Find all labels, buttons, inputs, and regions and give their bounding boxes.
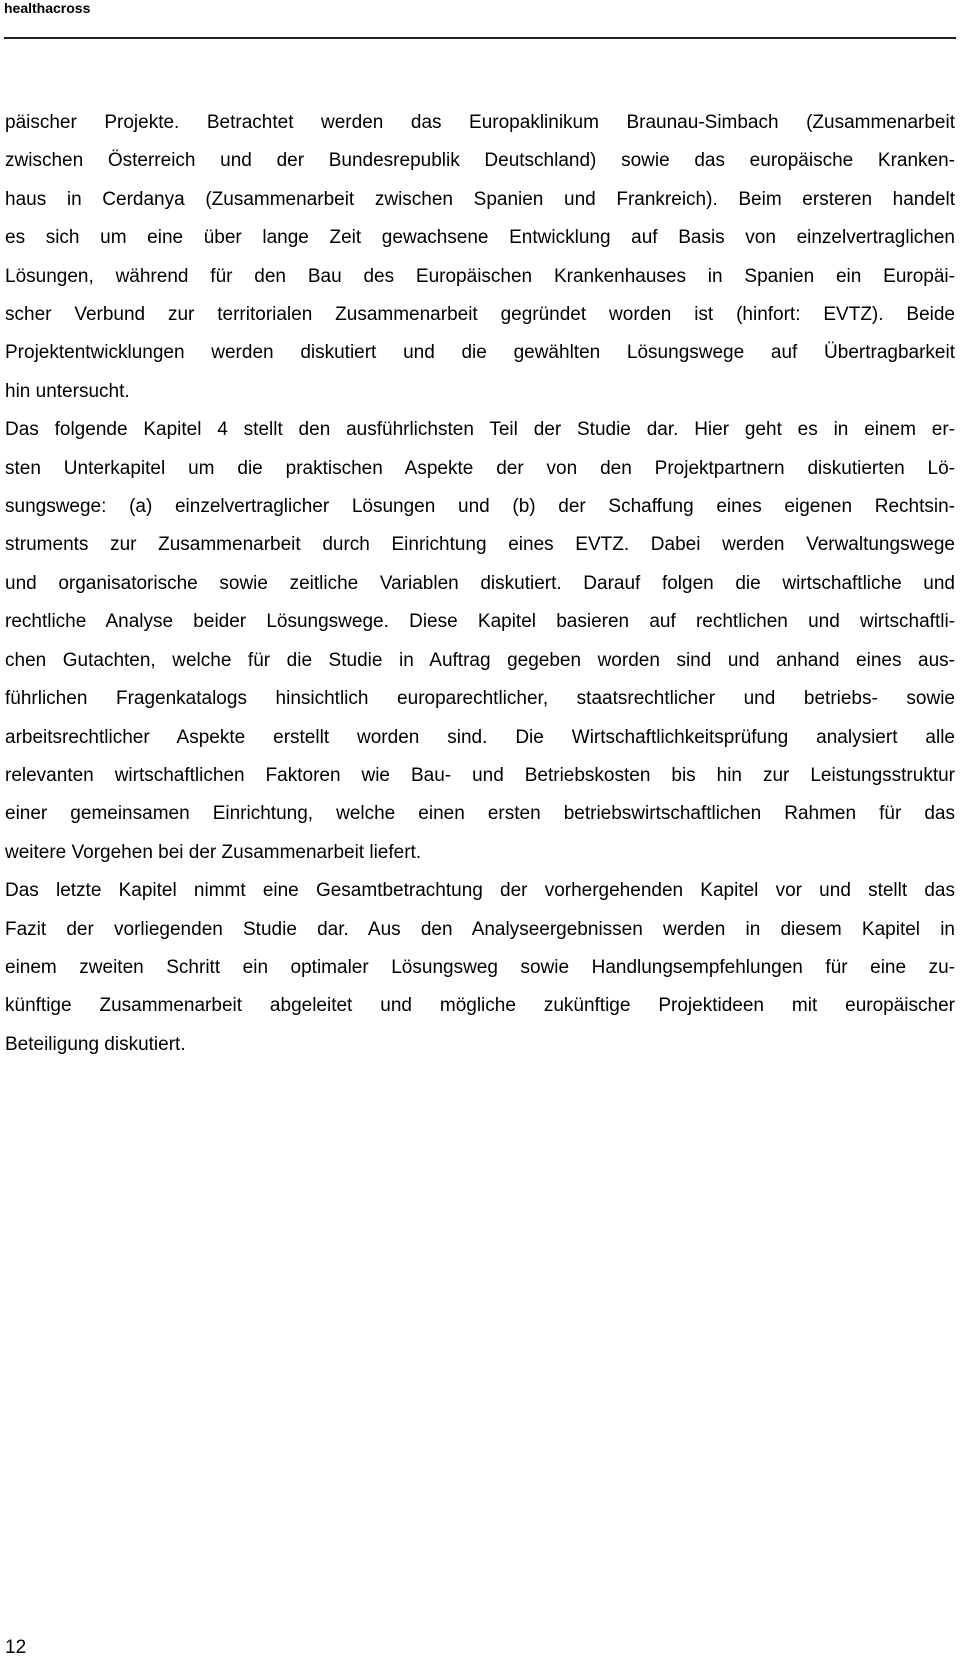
header-title: healthacross xyxy=(4,0,91,16)
text-line: chen Gutachten, welche für die Studie in Auftrag gegeben worden sind und anhand eines aus- xyxy=(5,649,955,671)
paragraph-2 xyxy=(5,411,955,872)
paragraph-1 xyxy=(5,104,955,411)
text-line: einem zweiten Schritt ein optimaler Lösungsweg sowie Handlungsempfehlungen für eine zu- xyxy=(5,956,955,978)
text-line: Projektentwicklungen werden diskutiert und die gewählten Lösungswege auf Übertragbarkeit xyxy=(5,342,955,364)
text-line: hin untersucht. xyxy=(5,380,130,402)
text-line: päischer Projekte. Betrachtet werden das Europaklinikum Braunau-Simbach (Zusammenarbeit xyxy=(5,112,955,133)
text-line: zwischen Österreich und der Bundesrepublik Deutschland) sowie das europäische Kranken- xyxy=(5,150,955,172)
text-line: weitere Vorgehen bei der Zusammenarbeit liefert. xyxy=(5,841,422,863)
text-line: scher Verbund zur territorialen Zusammenarbeit gegründet worden ist (hinfort: EVTZ). Beide xyxy=(5,304,955,326)
text-line: es sich um eine über lange Zeit gewachsene Entwicklung auf Basis von einzelvertraglichen xyxy=(5,227,955,249)
text-line: Beteiligung diskutiert. xyxy=(5,1033,186,1055)
text-line: haus in Cerdanya (Zusammenarbeit zwischen Spanien und Frankreich). Beim ersteren handelt xyxy=(5,188,955,210)
text-line: Das letzte Kapitel nimmt eine Gesamtbetrachtung der vorhergehenden Kapitel vor und stellt das xyxy=(5,880,955,902)
page-header xyxy=(4,0,956,39)
text-line: relevanten wirtschaftlichen Faktoren wie Bau- und Betriebskosten bis hin zur Leistungsstruktur xyxy=(5,764,955,786)
paragraph-3 xyxy=(5,872,955,1064)
text-line: und organisatorische sowie zeitliche Variablen diskutiert. Darauf folgen die wirtschaftliche und xyxy=(5,572,955,594)
text-line: künftige Zusammenarbeit abgeleitet und mögliche zukünftige Projektideen mit europäischer xyxy=(5,995,955,1017)
page-number: 12 xyxy=(5,1637,27,1658)
text-line: sten Unterkapitel um die praktischen Aspekte der von den Projektpartnern diskutierten Lö- xyxy=(5,457,955,479)
text-line: arbeitsrechtlicher Aspekte erstellt worden sind. Die Wirtschaftlichkeitsprüfung analysiert alle xyxy=(5,726,955,748)
text-line: Das folgende Kapitel 4 stellt den ausführlichsten Teil der Studie dar. Hier geht es in einem er- xyxy=(5,419,955,441)
document-body xyxy=(5,104,955,1064)
text-line: führlichen Fragenkatalogs hinsichtlich europarechtlicher, staatsrechtlicher und betriebs- sowie xyxy=(5,688,955,710)
text-line: rechtliche Analyse beider Lösungswege. Diese Kapitel basieren auf rechtlichen und wirtschaftli- xyxy=(5,611,955,633)
text-line: sungswege: (a) einzelvertraglicher Lösungen und (b) der Schaffung eines eigenen Rechtsin- xyxy=(5,496,955,518)
text-line: struments zur Zusammenarbeit durch Einrichtung eines EVTZ. Dabei werden Verwaltungswege xyxy=(5,534,955,556)
text-line: einer gemeinsamen Einrichtung, welche einen ersten betriebswirtschaftlichen Rahmen für das xyxy=(5,803,955,825)
text-line: Fazit der vorliegenden Studie dar. Aus den Analyseergebnissen werden in diesem Kapitel in xyxy=(5,918,955,940)
text-line: Lösungen, während für den Bau des Europäischen Krankenhauses in Spanien ein Europäi- xyxy=(5,265,955,287)
